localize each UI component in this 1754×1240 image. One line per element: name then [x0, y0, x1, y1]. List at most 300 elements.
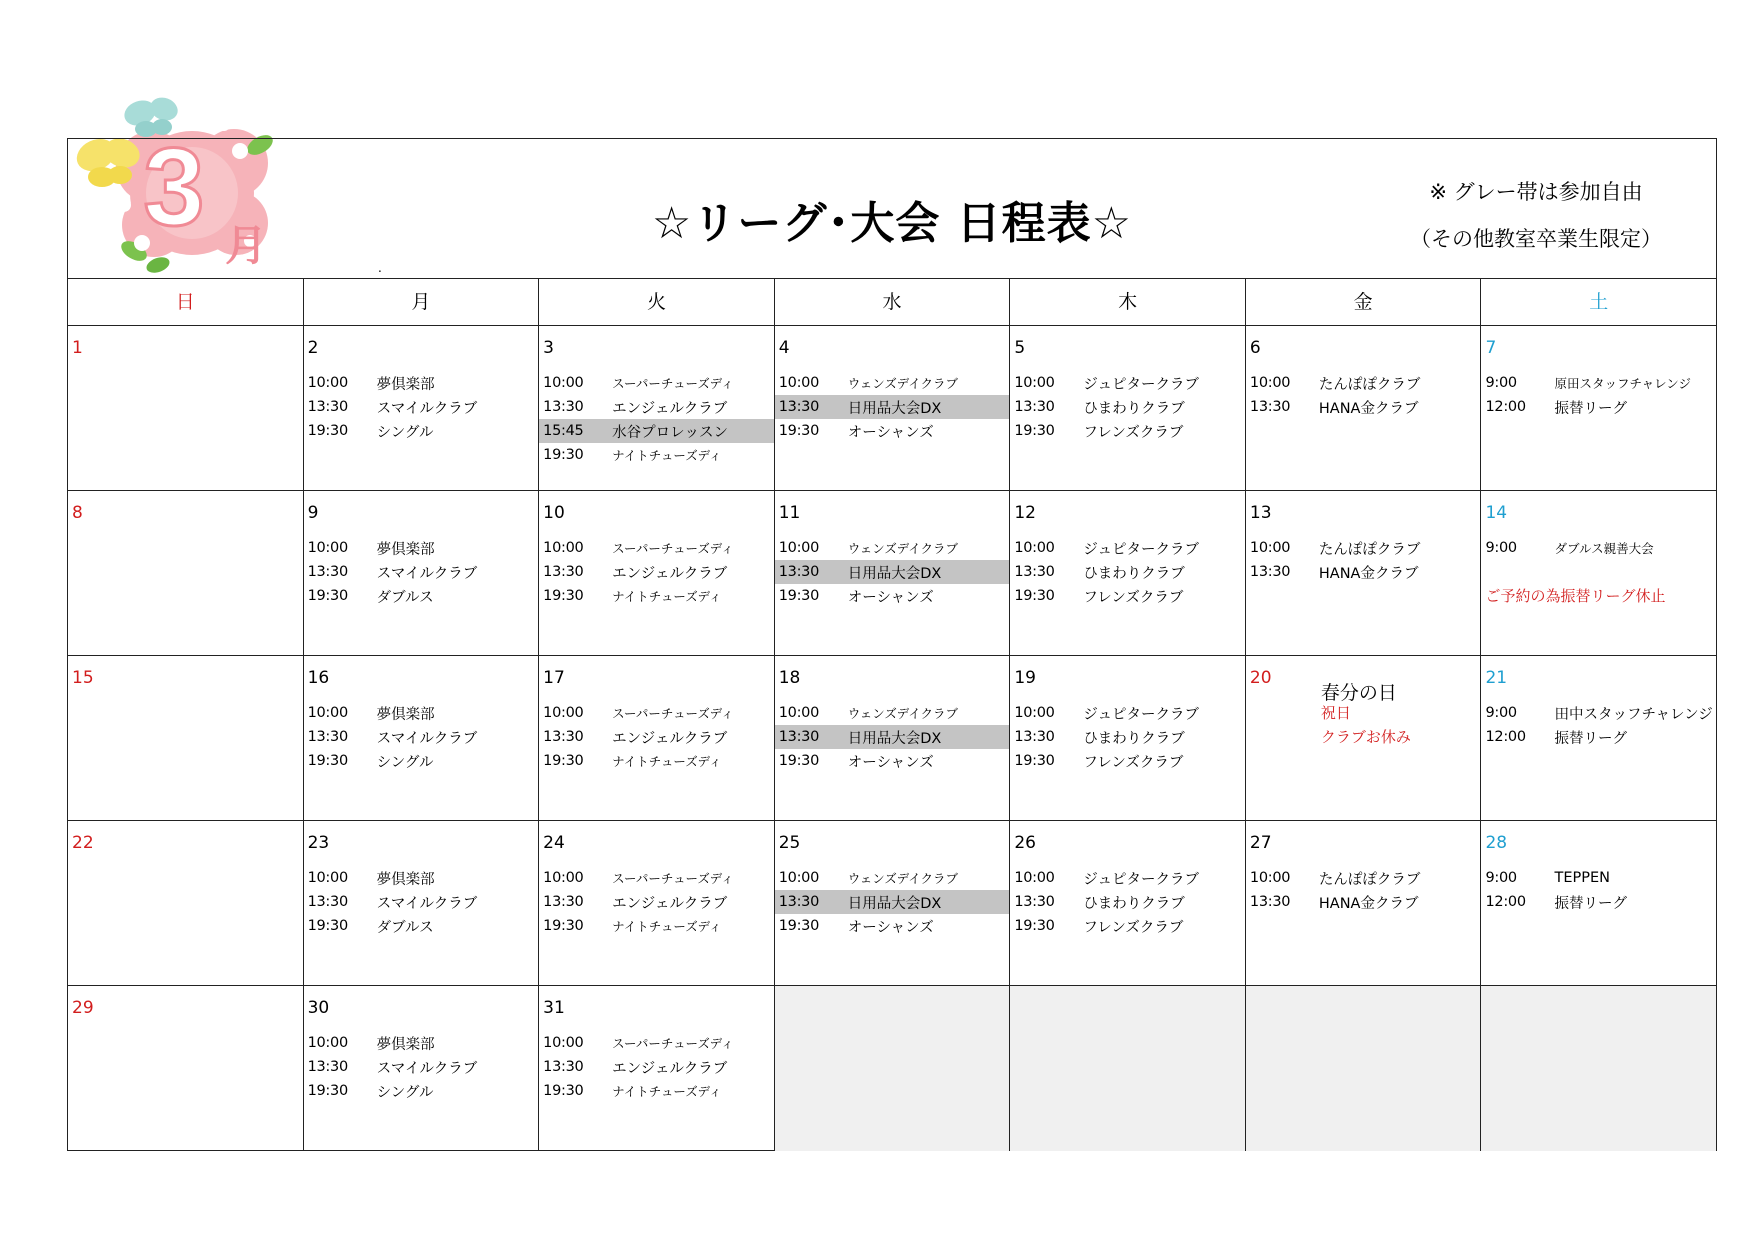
event-name: スマイルクラブ — [376, 565, 478, 582]
event-name: 夢倶楽部 — [376, 706, 435, 723]
event-name: オーシャンズ — [847, 919, 934, 936]
event-item — [539, 371, 774, 395]
event-list — [304, 866, 539, 938]
event-item — [304, 725, 539, 749]
day-cell — [68, 326, 304, 490]
day-cell — [1010, 326, 1246, 490]
event-time: 13:30 — [1249, 894, 1291, 910]
event-time: 19:30 — [1014, 753, 1055, 769]
event-name: たんぽぽクラブ — [1318, 376, 1421, 393]
event-name: シングル — [376, 1084, 434, 1101]
event-time: 19:30 — [778, 918, 820, 934]
event-name: 日用品大会DX — [847, 565, 942, 582]
event-name: シングル — [376, 754, 434, 771]
event-time: 19:30 — [543, 447, 584, 463]
day-cell — [1010, 491, 1246, 655]
weekday-wednesday: 水 — [775, 279, 1011, 325]
calendar-grid — [68, 326, 1716, 1151]
event-list — [539, 536, 774, 608]
event-list — [539, 371, 774, 467]
event-name: エンジェルクラブ — [612, 730, 728, 747]
event-name: スーパーチューズディ — [612, 706, 734, 721]
event-time: 13:30 — [543, 894, 584, 910]
event-item — [304, 1055, 539, 1079]
day-cell — [1481, 821, 1716, 985]
empty-day-cell — [1481, 986, 1716, 1151]
event-time: 13:30 — [1014, 564, 1055, 580]
event-time: 10:00 — [1014, 540, 1055, 556]
event-name: 振替リーグ — [1554, 400, 1627, 417]
day-cell — [539, 326, 775, 490]
day-number: 24 — [543, 833, 565, 853]
day-cell — [775, 821, 1011, 985]
event-list — [1246, 371, 1481, 419]
event-item — [1010, 866, 1245, 890]
day-number: 22 — [72, 833, 94, 853]
event-name: スーパーチューズディ — [612, 541, 734, 556]
day-number: 14 — [1485, 503, 1508, 523]
day-number: 28 — [1485, 833, 1508, 853]
event-item — [304, 1079, 539, 1103]
empty-day-cell — [1010, 986, 1246, 1151]
event-item — [539, 395, 774, 419]
day-number: 27 — [1249, 833, 1272, 853]
event-time: 10:00 — [543, 870, 584, 886]
day-cell — [304, 986, 540, 1151]
event-time: 19:30 — [778, 588, 820, 604]
empty-day-cell — [1246, 986, 1482, 1151]
event-name: ナイトチューズディ — [612, 1084, 722, 1099]
event-list — [1010, 866, 1245, 938]
event-time: 13:30 — [543, 399, 584, 415]
day-number: 26 — [1014, 833, 1036, 853]
event-name: ナイトチューズディ — [612, 589, 722, 604]
event-time: 19:30 — [307, 588, 348, 604]
event-time: 10:00 — [1249, 540, 1291, 556]
event-name: エンジェルクラブ — [612, 565, 728, 582]
event-item — [539, 749, 774, 773]
week-row — [68, 491, 1716, 656]
event-name: ナイトチューズディ — [612, 919, 722, 934]
event-name: 夢倶楽部 — [376, 1036, 435, 1053]
event-name: フレンズクラブ — [1083, 919, 1184, 936]
event-name: ウェンズデイクラブ — [847, 376, 958, 391]
event-name: ナイトチューズディ — [612, 754, 722, 769]
event-list — [1481, 701, 1716, 749]
day-cell — [539, 986, 775, 1151]
event-item — [775, 584, 1010, 608]
event-time: 19:30 — [307, 753, 348, 769]
event-item — [775, 749, 1010, 773]
event-name: フレンズクラブ — [1083, 589, 1184, 606]
day-cell — [775, 491, 1011, 655]
weekday-thursday: 木 — [1010, 279, 1246, 325]
event-item — [304, 560, 539, 584]
event-item-open — [539, 419, 774, 443]
day-number: 20 — [1249, 668, 1272, 688]
event-time: 13:30 — [543, 564, 584, 580]
event-time: 19:30 — [778, 423, 820, 439]
event-name: ウェンズデイクラブ — [847, 706, 958, 721]
event-name: オーシャンズ — [847, 754, 934, 771]
event-time: 19:30 — [1014, 423, 1055, 439]
weekday-header-row — [68, 279, 1716, 326]
event-time: 13:30 — [307, 894, 348, 910]
event-name: 振替リーグ — [1554, 895, 1627, 912]
event-item-open — [775, 725, 1010, 749]
note-line-2: （その他教室卒業生限定） — [1410, 227, 1662, 251]
event-time: 13:30 — [1014, 399, 1055, 415]
event-list — [304, 371, 539, 443]
event-item — [1481, 371, 1716, 395]
day-cell — [304, 656, 540, 820]
day-number: 10 — [543, 503, 565, 523]
event-item — [539, 701, 774, 725]
event-item — [775, 536, 1010, 560]
event-time: 13:30 — [1249, 399, 1291, 415]
weekday-monday: 月 — [304, 279, 540, 325]
event-name: エンジェルクラブ — [612, 400, 728, 417]
event-name: 田中スタッフチャレンジ — [1554, 706, 1713, 723]
note-line-1: ※ グレー帯は参加自由 — [1429, 180, 1643, 204]
header-note — [1396, 169, 1676, 263]
event-time: 10:00 — [1014, 375, 1055, 391]
event-name: スマイルクラブ — [376, 730, 478, 747]
week-row — [68, 656, 1716, 821]
event-name: ダブルス親善大会 — [1554, 541, 1654, 556]
event-time: 10:00 — [778, 540, 820, 556]
event-name: スーパーチューズディ — [612, 871, 734, 886]
event-item — [304, 749, 539, 773]
event-time: 10:00 — [307, 540, 348, 556]
weekday-saturday: 土 — [1589, 291, 1609, 313]
day-number: 21 — [1485, 668, 1508, 688]
event-time: 13:30 — [778, 399, 820, 415]
event-item — [1481, 395, 1716, 419]
day-number: 5 — [1014, 338, 1026, 358]
event-item — [539, 443, 774, 467]
day-number: 19 — [1014, 668, 1036, 688]
event-name: 日用品大会DX — [847, 400, 942, 417]
event-name: 夢倶楽部 — [376, 871, 435, 888]
event-name: ダブルス — [376, 919, 434, 936]
day-number: 1 — [72, 338, 83, 358]
day-cell — [1010, 656, 1246, 820]
page-title: ☆リーグ･大会 日程表☆ — [651, 198, 1133, 249]
event-item — [539, 560, 774, 584]
event-item-open — [775, 890, 1010, 914]
event-time: 13:30 — [307, 564, 348, 580]
event-item — [304, 890, 539, 914]
event-time: 13:30 — [778, 564, 820, 580]
event-time: 13:30 — [307, 399, 348, 415]
event-item — [1246, 866, 1481, 890]
event-time: 19:30 — [543, 1083, 584, 1099]
event-item — [304, 419, 539, 443]
event-item — [539, 914, 774, 938]
event-item — [1010, 560, 1245, 584]
event-time: 13:30 — [307, 1059, 348, 1075]
event-list — [1010, 701, 1245, 773]
event-name: TEPPEN — [1554, 870, 1610, 886]
event-time: 13:30 — [1249, 564, 1291, 580]
event-list — [775, 701, 1010, 773]
weekday-sunday: 日 — [68, 279, 304, 325]
event-item — [304, 866, 539, 890]
event-list — [1246, 536, 1481, 584]
event-list — [304, 701, 539, 773]
event-name: スーパーチューズディ — [612, 1036, 734, 1051]
day-cell — [304, 491, 540, 655]
day-cell — [539, 821, 775, 985]
event-time: 13:30 — [1014, 894, 1055, 910]
event-name: ナイトチューズディ — [612, 448, 722, 463]
event-list — [1481, 371, 1716, 419]
event-time: 13:30 — [778, 729, 820, 745]
holiday-title: 春分の日 — [1320, 682, 1397, 704]
event-time: 19:30 — [307, 1083, 348, 1099]
day-cell — [1010, 821, 1246, 985]
day-cell — [775, 656, 1011, 820]
event-list — [775, 866, 1010, 938]
event-name: ジュピタークラブ — [1083, 376, 1200, 393]
event-name: オーシャンズ — [847, 589, 934, 606]
event-name: HANA金クラブ — [1318, 400, 1419, 417]
event-list — [775, 536, 1010, 608]
event-item — [1481, 536, 1716, 560]
event-item — [539, 866, 774, 890]
event-time: 10:00 — [1249, 375, 1291, 391]
day-number: 9 — [307, 503, 319, 523]
event-list — [539, 1031, 774, 1103]
day-cell — [1246, 821, 1482, 985]
event-list — [539, 866, 774, 938]
event-time: 12:00 — [1485, 894, 1526, 910]
day-number: 11 — [778, 503, 801, 523]
event-name: ひまわりクラブ — [1083, 730, 1185, 747]
week-row — [68, 821, 1716, 986]
event-name: 夢倶楽部 — [376, 541, 435, 558]
event-item — [304, 536, 539, 560]
month-kanji: 月 — [224, 221, 268, 270]
holiday-label: 祝日 — [1320, 704, 1351, 722]
day-number: 6 — [1249, 338, 1261, 358]
event-item — [1010, 419, 1245, 443]
event-time: 19:30 — [1014, 918, 1055, 934]
event-list — [1481, 866, 1716, 914]
event-time: 9:00 — [1485, 870, 1517, 886]
weekday-friday: 金 — [1246, 279, 1482, 325]
event-time: 10:00 — [543, 705, 584, 721]
event-list — [1010, 371, 1245, 443]
empty-day-cell — [775, 986, 1011, 1151]
day-cell — [68, 656, 304, 820]
event-name: スマイルクラブ — [376, 895, 478, 912]
event-list — [1010, 536, 1245, 608]
event-name: たんぽぽクラブ — [1318, 871, 1421, 888]
day-cell — [539, 491, 775, 655]
event-item — [1010, 914, 1245, 938]
event-item — [1010, 584, 1245, 608]
month-number: 3 — [143, 126, 205, 249]
event-item — [304, 371, 539, 395]
event-name: シングル — [376, 424, 434, 441]
event-item — [775, 866, 1010, 890]
event-time: 15:45 — [543, 423, 584, 439]
day-number: 2 — [307, 338, 319, 358]
day-cell — [68, 821, 304, 985]
event-time: 10:00 — [778, 375, 820, 391]
event-name: HANA金クラブ — [1318, 895, 1419, 912]
day-number: 12 — [1014, 503, 1036, 523]
event-list — [1481, 536, 1716, 560]
event-time: 19:30 — [543, 918, 584, 934]
event-time: 13:30 — [543, 1059, 584, 1075]
day-number: 30 — [307, 998, 330, 1018]
event-time: 19:30 — [543, 588, 584, 604]
event-item — [1010, 749, 1245, 773]
event-time: 19:30 — [778, 753, 820, 769]
event-time: 10:00 — [543, 540, 584, 556]
event-item — [1010, 725, 1245, 749]
event-item — [1010, 890, 1245, 914]
event-name: ジュピタークラブ — [1083, 541, 1200, 558]
event-item — [1010, 371, 1245, 395]
event-time: 9:00 — [1485, 705, 1517, 721]
event-item — [1481, 890, 1716, 914]
event-item — [1481, 701, 1716, 725]
day-cell — [304, 821, 540, 985]
day-number: 3 — [543, 338, 554, 358]
event-item — [775, 701, 1010, 725]
event-time: 19:30 — [307, 423, 348, 439]
event-time: 10:00 — [543, 1035, 584, 1051]
event-time: 10:00 — [543, 375, 584, 391]
day-cell — [68, 491, 304, 655]
event-item — [304, 395, 539, 419]
event-item — [1010, 701, 1245, 725]
event-name: オーシャンズ — [847, 424, 934, 441]
event-name: エンジェルクラブ — [612, 895, 728, 912]
event-name: たんぽぽクラブ — [1318, 541, 1421, 558]
event-time: 13:30 — [307, 729, 348, 745]
event-item — [1246, 890, 1481, 914]
day-cell — [1481, 656, 1716, 820]
event-item-open — [775, 395, 1010, 419]
day-number: 29 — [72, 998, 94, 1018]
event-time: 10:00 — [778, 705, 820, 721]
event-time: 13:30 — [778, 894, 820, 910]
day-cell — [1246, 656, 1482, 820]
event-name: HANA金クラブ — [1318, 565, 1419, 582]
event-name: ウェンズデイクラブ — [847, 871, 958, 886]
week-row — [68, 986, 1716, 1151]
day-number: 13 — [1249, 503, 1272, 523]
event-name: 振替リーグ — [1554, 730, 1627, 747]
event-name: ダブルス — [376, 589, 434, 606]
event-name: スマイルクラブ — [376, 400, 478, 417]
event-name: ひまわりクラブ — [1083, 565, 1185, 582]
day-cell — [304, 326, 540, 490]
day-number: 7 — [1485, 338, 1497, 358]
event-item — [1010, 395, 1245, 419]
event-name: 原田スタッフチャレンジ — [1554, 376, 1691, 391]
event-time: 10:00 — [307, 1035, 348, 1051]
event-item — [304, 584, 539, 608]
weekday-tuesday: 火 — [539, 279, 775, 325]
event-item — [539, 536, 774, 560]
event-item — [304, 1031, 539, 1055]
week-row — [68, 326, 1716, 491]
day-number: 8 — [72, 503, 83, 523]
event-time: 10:00 — [778, 870, 820, 886]
event-item — [1246, 560, 1481, 584]
event-name: ジュピタークラブ — [1083, 871, 1200, 888]
event-time: 12:00 — [1485, 729, 1526, 745]
event-name: フレンズクラブ — [1083, 424, 1184, 441]
event-time: 10:00 — [1014, 705, 1055, 721]
event-item — [775, 419, 1010, 443]
event-item — [1246, 371, 1481, 395]
event-item — [1010, 536, 1245, 560]
event-list — [304, 1031, 539, 1103]
event-name: 水谷プロレッスン — [612, 424, 729, 441]
event-name: スマイルクラブ — [376, 1060, 478, 1077]
event-name: 日用品大会DX — [847, 895, 942, 912]
event-item — [1246, 536, 1481, 560]
event-name: ひまわりクラブ — [1083, 895, 1185, 912]
event-item — [539, 1055, 774, 1079]
event-item — [304, 701, 539, 725]
day-cell — [68, 986, 304, 1151]
event-item — [539, 1031, 774, 1055]
day-number: 31 — [543, 998, 565, 1018]
event-time: 13:30 — [1014, 729, 1055, 745]
event-time: 13:30 — [543, 729, 584, 745]
event-name: フレンズクラブ — [1083, 754, 1184, 771]
event-time: 19:30 — [543, 753, 584, 769]
event-item-open — [775, 560, 1010, 584]
schedule-header — [68, 139, 1716, 279]
event-time: 10:00 — [1249, 870, 1291, 886]
event-time: 10:00 — [1014, 870, 1055, 886]
event-item — [539, 725, 774, 749]
event-name: 日用品大会DX — [847, 730, 942, 747]
day-cell — [775, 326, 1011, 490]
event-name: エンジェルクラブ — [612, 1060, 728, 1077]
holiday-closed-note: クラブお休み — [1320, 728, 1411, 746]
event-time: 12:00 — [1485, 399, 1526, 415]
event-item — [1246, 395, 1481, 419]
event-list — [539, 701, 774, 773]
day-cell — [1481, 491, 1716, 655]
stray-mark: . — [378, 261, 382, 275]
event-name: 夢倶楽部 — [376, 376, 435, 393]
day-notice: ご予約の為振替リーグ休止 — [1485, 587, 1666, 605]
day-number: 4 — [778, 338, 790, 358]
event-time: 10:00 — [307, 705, 348, 721]
day-number: 16 — [307, 668, 330, 688]
event-item — [1481, 866, 1716, 890]
event-item — [539, 584, 774, 608]
event-item — [539, 1079, 774, 1103]
event-list — [1246, 866, 1481, 914]
event-list — [304, 536, 539, 608]
event-time: 9:00 — [1485, 540, 1517, 556]
event-time: 10:00 — [307, 870, 348, 886]
day-number: 18 — [778, 668, 801, 688]
event-item — [1481, 725, 1716, 749]
